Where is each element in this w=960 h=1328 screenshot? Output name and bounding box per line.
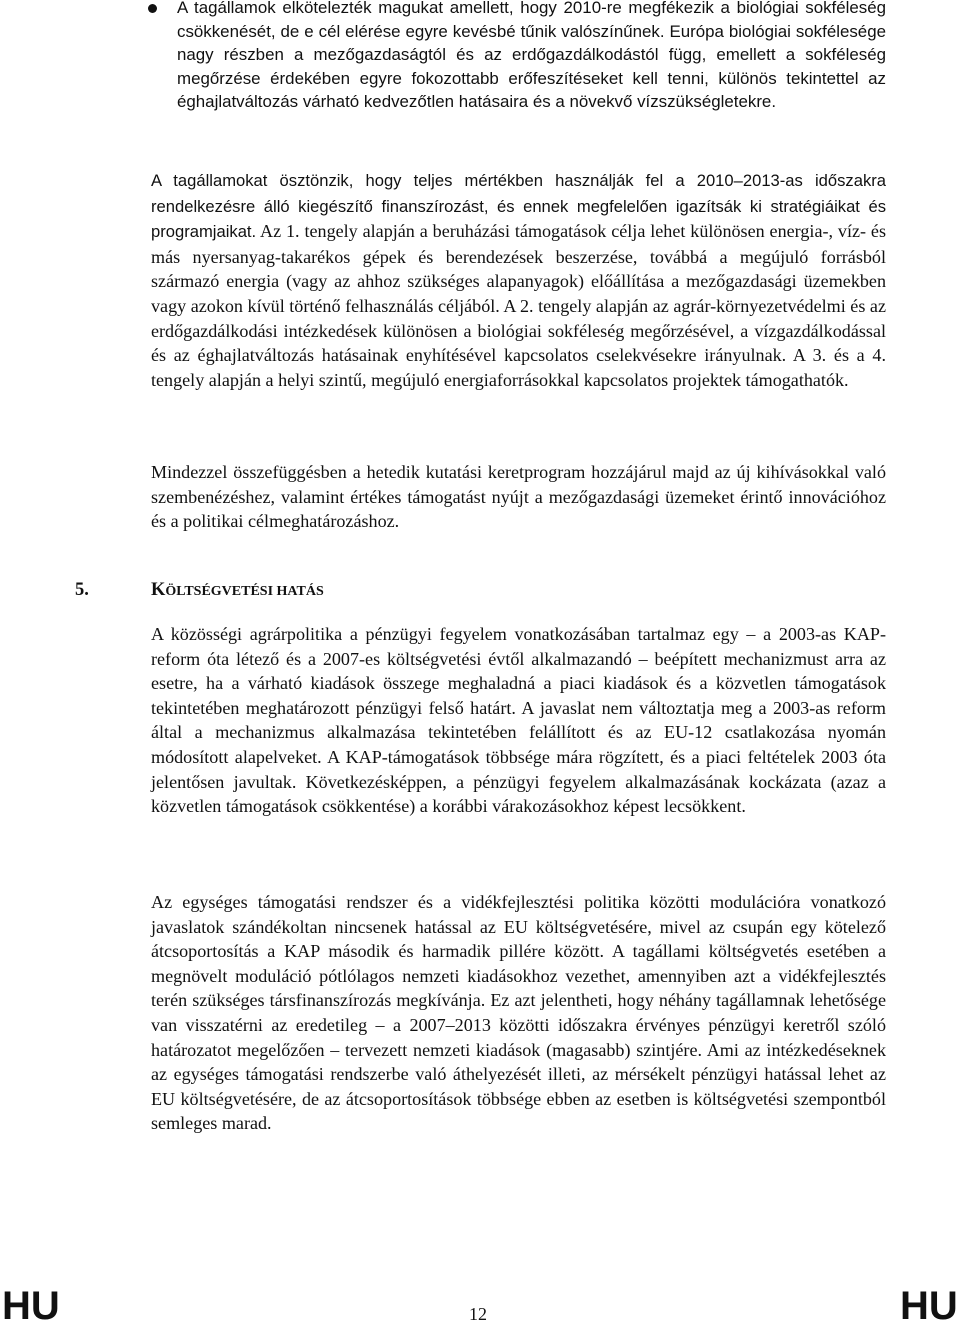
paragraph-modulation: Az egységes támogatási rendszer és a vidékfejlesztési politika közötti modulációra vonatkozó javaslatok szándékoltan nincsenek hatással az EU költségvetésére, mivel az csupán egy kötelező átcsoportosítás a KAP második és harmadik pillére között. A tagállami költségvetés esetében a megnövelt moduláció pótlólagos nemzeti kiadásokhoz vezethet, amennyiben azt a vidékfejlesztés terén szükséges társfinanszírozás megkívánja. Ez azt jelentheti, hogy néhány tagállamnak lehetősége van visszatérni az eredetileg – a 2007–2013 közötti időszakra érvényes pénzügyi keretről szóló határozatot megelőzően – tervezett nemzeti kiadások (magasabb) szintjére. Ami az intézkedéseknek az egységes támogatási rendszerbe való áthelyezését illeti, az mérsékelt pénzügyi hatással lehet az EU költségvetésére, de az átcsoportosítások többsége ebben az esetben is költségvetési szempontból semleges marad. [151, 892, 886, 1134]
footer-language-code-right: HU [900, 1284, 958, 1328]
paragraph-research: Mindezzel összefüggésben a hetedik kutatási keretprogram hozzájárul majd az új kihívásokkal való szembenézéshez, valamint értékes támogatást nyújt a mezőgazdasági üzemeket érintő innovációhoz és a politikai célmeghatározáshoz. [151, 462, 886, 532]
paragraph-financial-discipline: A közösségi agrárpolitika a pénzügyi fegyelem vonatkozásában tartalmaz egy – a 2003-as KAP-reform óta létező és a 2007-es költségvetési évtől alkalmazandó – beépített mechanizmust arra az esetre, ha a várható kiadások összege meghaladná a piaci kiadások és a közvetlen támogatások tekintetében meghatározott pénzügyi felső határt. A javaslat nem változtatja meg a 2003-as reform által a mechanizmus alkalmazása tekintetében felállított és az EU-12 csatlakozása nyomán módosított alapelveket. A KAP-támogatások többsége mára rögzített, és a piaci feltételek 2003 óta jelentősen javultak. Következésképpen, a pénzügyi fegyelem alkalmazásának kockázata (azaz a közvetlen támogatások csökkentése) a korábbi várakozásokhoz képest lecsökkent. [151, 624, 886, 817]
paragraph-funding [151, 168, 886, 392]
paragraph-funding-intro: A tagállamokat ösztönzik, hogy teljes mértékben használják fel a 2010–2013-as időszakra rendelkezésre álló kiegészítő finanszírozást, és ennek megfelelően igazítsák ki stratégiáikat és programjaikat. [151, 171, 886, 242]
section-number: 5. [75, 580, 89, 600]
bullet-icon [148, 4, 157, 13]
footer-language-code-left: HU [2, 1284, 60, 1328]
paragraph-funding-axes: Az 1. tengely alapján a beruházási támogatások célja lehet különösen energia-, víz- és más nyersanyag-takarékos gépek és berendezések beszerzése, továbbá a megújuló forrásból származó energia (vagy az ahhoz szükséges alapanyagok) előállítása a mezőgazdasági üzemekben vagy azokon kívül történő felhasználás céljából. A 2. tengely alapján az agrár-környezetvédelmi és az erdőgazdálkodási intézkedések különösen a biológiai sokféleség megőrzésével, a vízgazdálkodással és az éghajlatváltozás hatásainak enyhítésével kapcsolatos cselekvésekre irányulnak. A 3. és a 4. tengely alapján a helyi szintű, megújuló energiaforrásokkal kapcsolatos projektek támogathatók. [151, 221, 886, 390]
page-number: 12 [469, 1304, 487, 1324]
section-title-rest: ÖLTSÉGVETÉSI HATÁS [165, 584, 324, 599]
bullet-paragraph: A tagállamok elkötelezték magukat amellett, hogy 2010-re megfékezik a biológiai sokféleség csökkenését, de e cél elérése egyre kevésbé tűnik valószínűnek. Európa biológiai sokfélesége nagy részben a mezőgazdaságtól és az erdőgazdálkodástól függ, emellett a sokféleség megőrzése érdekében egyre fokozottabb erőfeszítéseket kell tenni, különös tekintettel az éghajlatváltozás várható kedvezőtlen hatásaira és a növekvő vízszükségletekre. [177, 0, 886, 112]
section-title [151, 578, 324, 604]
section-title-initial: K [151, 580, 166, 600]
